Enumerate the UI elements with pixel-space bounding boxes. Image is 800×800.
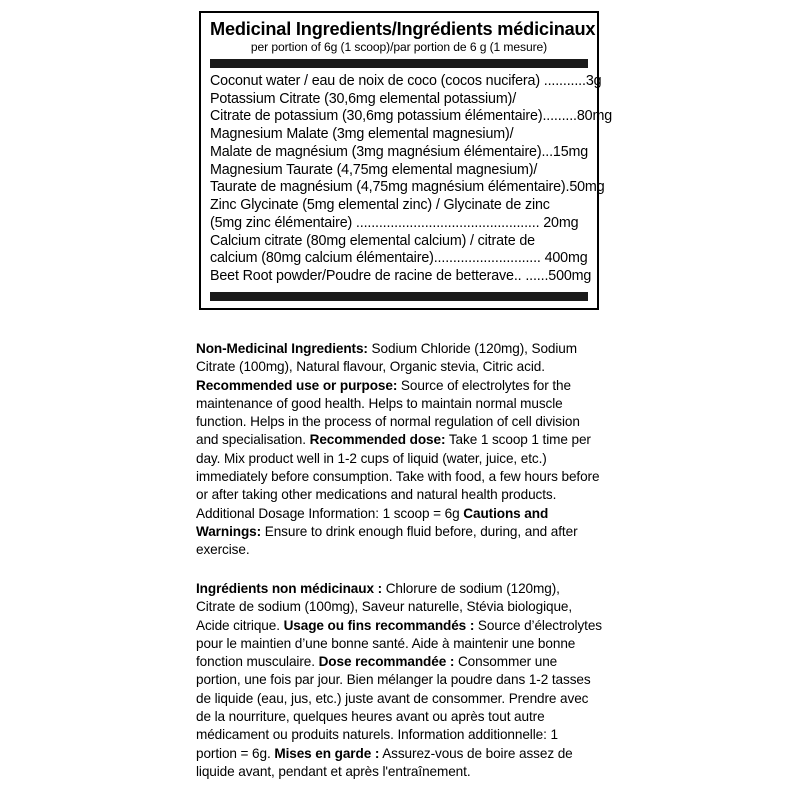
- non-medicinal-ingredients-heading-fr: Ingrédients non médicinaux :: [196, 581, 383, 596]
- ingredient-line: Coconut water / eau de noix de coco (cocos nucifera) ...........3g: [210, 72, 602, 89]
- recommended-use-heading-en: Recommended use or purpose:: [196, 377, 398, 393]
- ingredient-line: Citrate de potassium (30,6mg potassium élémentaire).........80mg: [210, 108, 613, 125]
- french-directions-block: [196, 580, 602, 781]
- ingredient-line: Potassium Citrate (30,6mg elemental potassium)/: [210, 90, 517, 107]
- ingredient-line: (5mg zinc élémentaire) ................................................ 20mg: [210, 214, 579, 231]
- english-directions-block: [196, 340, 602, 560]
- recommended-use-heading-fr: Usage ou fins recommandés :: [283, 617, 475, 633]
- non-medicinal-ingredients-heading-en: Non-Medicinal Ingredients:: [196, 341, 368, 356]
- ingredient-line: Zinc Glycinate (5mg elemental zinc) / Glycinate de zinc: [210, 197, 550, 214]
- recommended-dose-heading-fr: Dose recommandée :: [318, 654, 455, 670]
- recommended-dose-text-en: Take 1 scoop 1 time per day. Mix product well in 1-2 cups of liquid (water, juice, etc.) immediately before consumption. Take with food, a few hours before or after taking other medications and natural health products. Additional Dosage Information: 1 scoop = 6g: [196, 432, 600, 521]
- ingredient-line: Taurate de magnésium (4,75mg magnésium élémentaire).50mg: [210, 179, 605, 196]
- ingredient-line: Calcium citrate (80mg elemental calcium) / citrate de: [210, 232, 535, 249]
- ingredient-line: Beet Root powder/Poudre de racine de betterave.. ......500mg: [210, 268, 592, 285]
- cautions-warnings-text-en: Ensure to drink enough fluid before, during, and after exercise.: [196, 523, 578, 558]
- non-medicinal-ingredients-text-en: Sodium Chloride (120mg), Sodium Citrate (100mg), Natural flavour, Organic stevia, Citric acid.: [196, 341, 577, 375]
- recommended-use-text-fr: Source d’électrolytes pour le maintien d’une bonne santé. Aide à maintenir une bonne fonction musculaire.: [196, 617, 603, 670]
- panel-bottom-rule: [210, 292, 588, 301]
- non-medicinal-ingredients-text-fr: Chlorure de sodium (120mg), Citrate de sodium (100mg), Saveur naturelle, Stévia biologique, Acide citrique.: [196, 581, 573, 633]
- cautions-warnings-text-fr: Assurez-vous de boire assez de liquide avant, pendant et après l'entraînement.: [196, 745, 573, 779]
- ingredient-line: calcium (80mg calcium élémentaire)............................ 400mg: [210, 250, 588, 267]
- medicinal-ingredients-panel: [199, 11, 613, 310]
- panel-top-rule: [210, 59, 588, 68]
- ingredient-line: Magnesium Taurate (4,75mg elemental magnesium)/: [210, 161, 538, 178]
- ingredient-list: [210, 72, 613, 286]
- panel-title: Medicinal Ingredients/Ingrédients médicinaux: [210, 19, 596, 39]
- ingredient-line: Malate de magnésium (3mg magnésium élémentaire)...15mg: [210, 143, 589, 160]
- recommended-use-text-en: Source of electrolytes for the maintenance of good health. Helps to maintain normal muscle function. Helps in the process of normal regulation of cell division and specialisation.: [196, 377, 580, 448]
- cautions-warnings-heading-fr: Mises en garde :: [274, 745, 380, 761]
- ingredient-line: Magnesium Malate (3mg elemental magnesium)/: [210, 126, 514, 143]
- panel-serving-subtitle: per portion of 6g (1 scoop)/par portion de 6 g (1 mesure): [250, 40, 548, 55]
- recommended-dose-heading-en: Recommended dose:: [309, 432, 446, 448]
- recommended-dose-text-fr: Consommer une portion, une fois par jour. Bien mélanger la poudre dans 1-2 tasses de liquide (eau, jus, etc.) juste avant de consommer. Prendre avec de la nourriture, quelques heures avant ou après tout autre médicament ou produits naturels. Information additionnelle: 1 portion = 6g.: [196, 654, 591, 761]
- cautions-warnings-heading-en: Cautions and Warnings:: [196, 505, 549, 539]
